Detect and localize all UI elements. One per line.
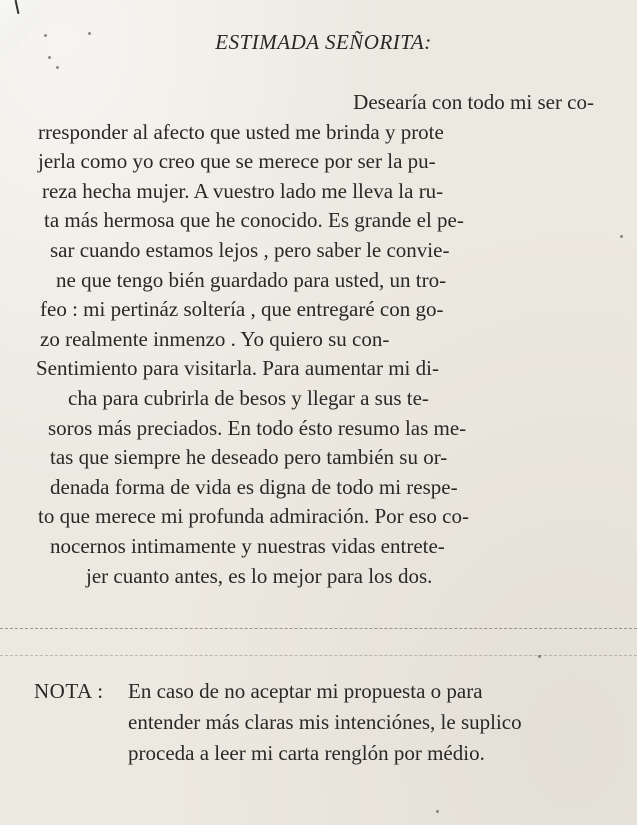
nota-line: proceda a leer mi carta renglón por médio. bbox=[128, 741, 485, 765]
letter-line: rresponder al afecto que usted me brinda y prote bbox=[38, 119, 444, 144]
letter-line: jerla como yo creo que se merece por ser la pu- bbox=[38, 149, 436, 174]
paper-speck bbox=[48, 56, 51, 59]
nota-text bbox=[128, 676, 522, 769]
paper-speck bbox=[88, 32, 91, 35]
letter-line: tas que siempre he deseado pero también su or- bbox=[50, 445, 448, 470]
letter-body bbox=[30, 88, 598, 591]
paper-speck bbox=[436, 810, 439, 813]
letter-line: Sentimiento para visitarla. Para aumentar mi di- bbox=[36, 356, 439, 381]
letter-title: ESTIMADA SEÑORITA: bbox=[215, 30, 432, 54]
paper-speck bbox=[44, 34, 47, 37]
letter-line: reza hecha mujer. A vuestro lado me lleva la ru- bbox=[42, 178, 444, 203]
paper-speck bbox=[538, 655, 541, 658]
letter-line: cha para cubrirla de besos y llegar a sus te- bbox=[68, 385, 429, 410]
letter-line: denada forma de vida es digna de todo mi respe- bbox=[50, 474, 458, 499]
letter-line: to que merece mi profunda admiración. Por eso co- bbox=[38, 504, 469, 529]
fold-line bbox=[0, 628, 637, 630]
letter-line: ne que tengo bién guardado para usted, un tro- bbox=[56, 267, 447, 292]
nota-line: En caso de no aceptar mi propuesta o para bbox=[128, 679, 483, 703]
fold-line bbox=[0, 655, 637, 657]
nota-line: entender más claras mis intenciónes, le suplico bbox=[128, 710, 522, 734]
letter-line: nocernos intimamente y nuestras vidas entrete- bbox=[50, 533, 445, 558]
letter-line: Desearía con todo mi ser co- bbox=[353, 90, 594, 114]
letter-line: ta más hermosa que he conocido. Es grande el pe- bbox=[44, 208, 464, 233]
letter-line: soros más preciados. En todo ésto resumo las me- bbox=[48, 415, 467, 440]
letter-line: feo : mi pertináz soltería , que entregaré con go- bbox=[40, 297, 444, 322]
letter-line: jer cuanto antes, es lo mejor para los dos. bbox=[86, 563, 433, 588]
paper-speck bbox=[56, 66, 59, 69]
nota-label: NOTA : bbox=[34, 679, 104, 703]
letter-line: zo realmente inmenzo . Yo quiero su con- bbox=[40, 326, 390, 351]
paper-speck bbox=[620, 235, 623, 238]
letter-line: sar cuando estamos lejos , pero saber le convie- bbox=[50, 237, 450, 262]
